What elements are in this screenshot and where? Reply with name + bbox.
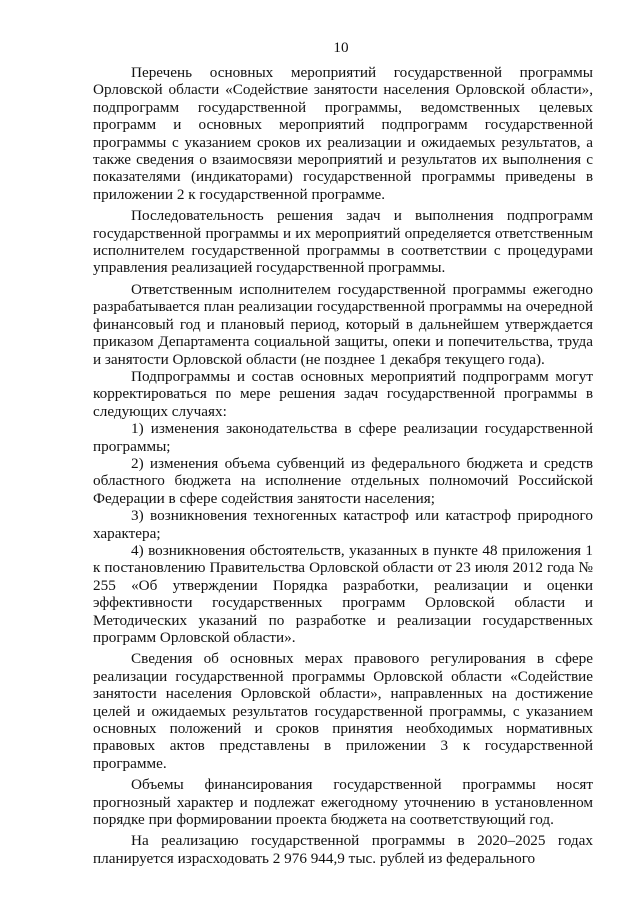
paragraph-task-sequence: Последовательность решения задач и выполнения подпрограмм государственной программы и их мероприятий определяется ответственным исполнителем государственной программы в соответствии с процедурами управления реализацией государственной программы. <box>93 207 593 277</box>
list-item-4: 4) возникновения обстоятельств, указанных в пункте 48 приложения 1 к постановлению Правительства Орловской области от 23 июля 2012 года № 255 «Об утверждении Порядка разработки, реализации и оценки эффективности государственных программ Орловской области и Методических указаний по разработке и реализации государственных программ Орловской области». <box>93 541 593 646</box>
list-item-2: 2) изменения объема субвенций из федерального бюджета и средств областного бюджета на исполнение отдельных полномочий Российской Федерации в сфере содействия занятости населения; <box>93 454 593 507</box>
paragraph-legal-regulation: Сведения об основных мерах правового регулирования в сфере реализации государственной программы Орловской области «Содействие занятости населения Орловской области», направленных на достижение целей и ожидаемых результатов государственной программы, с указанием основных положений и сроков принятия необходимых нормативных правовых актов представлены в приложении 3 к государственной программе. <box>93 650 593 772</box>
list-item-1: 1) изменения законодательства в сфере реализации государственной программы; <box>93 420 593 455</box>
paragraph-funding-forecast: Объемы финансирования государственной программы носят прогнозный характер и подлежат ежегодному уточнению в установленном порядке при формировании проекта бюджета на соответствующий год. <box>93 776 593 829</box>
paragraph-adjustment-cases: Подпрограммы и состав основных мероприятий подпрограмм могут корректироваться по мере решения задач государственной программы в следующих случаях: <box>93 367 593 420</box>
paragraph-annual-plan: Ответственным исполнителем государственной программы ежегодно разрабатывается план реализации государственной программы на очередной финансовый год и плановый период, который в дальнейшем утверждается приказом Департамента социальной защиты, опеки и попечительства, труда и занятости Орловской области (не позднее 1 декабря текущего года). <box>93 280 593 368</box>
paragraph-funding-amount: На реализацию государственной программы в 2020–2025 годах планируется израсходовать 2 976 944,9 тыс. рублей из федерального <box>93 832 593 867</box>
page-number: 10 <box>333 39 349 56</box>
list-item-3: 3) возникновения техногенных катастроф или катастроф природного характера; <box>93 507 593 542</box>
document-body <box>93 64 593 867</box>
paragraph-main-activities-list: Перечень основных мероприятий государственной программы Орловской области «Содействие занятости населения Орловской области», подпрограмм государственной программы, ведомственных целевых программ и основных мероприятий подпрограмм государственной программы с указанием сроков их реализации и ожидаемых результатов, а также сведения о взаимосвязи мероприятий и результатов их выполнения с показателями (индикаторами) государственной программы приведены в приложении 2 к государственной программе. <box>93 64 593 203</box>
